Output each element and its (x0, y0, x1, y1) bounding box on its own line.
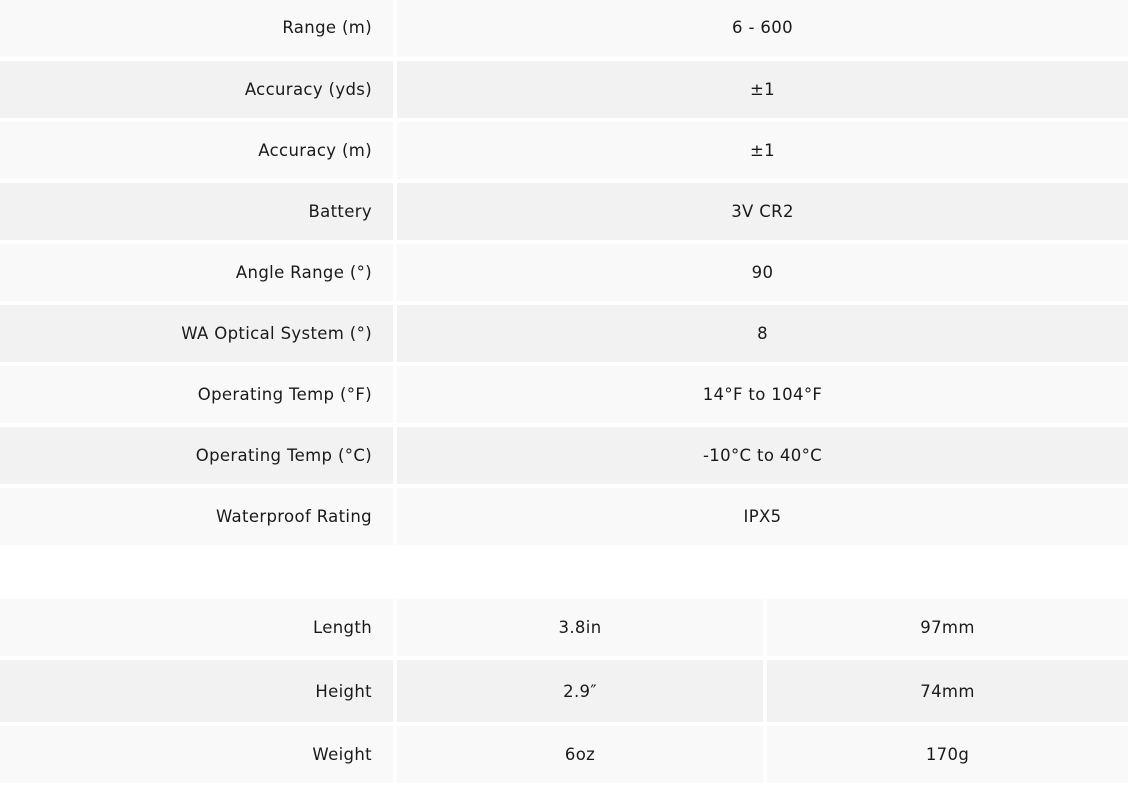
dimension-imperial-value: 3.8in (397, 599, 763, 656)
spec-row-range-m (0, 0, 1128, 57)
spec-value: 8 (397, 305, 1128, 362)
spec-label: Range (m) (0, 0, 393, 57)
dimension-row-weight (0, 726, 1128, 783)
spec-row-waterproof-rating (0, 488, 1128, 545)
spec-label: Accuracy (m) (0, 122, 393, 179)
spec-label: Operating Temp (°F) (0, 366, 393, 423)
dimension-row-height (0, 660, 1128, 722)
spec-row-wa-optical-system (0, 305, 1128, 362)
spec-value: 14°F to 104°F (397, 366, 1128, 423)
dimension-row-length (0, 599, 1128, 656)
dimension-imperial-value: 2.9″ (397, 660, 763, 722)
spec-value: 6 - 600 (397, 0, 1128, 57)
spec-label: Accuracy (yds) (0, 61, 393, 118)
dimensions-table (0, 599, 1128, 783)
spec-row-battery (0, 183, 1128, 240)
dimension-metric-value: 97mm (767, 599, 1128, 656)
spec-value: ±1 (397, 122, 1128, 179)
dimension-metric-value: 170g (767, 726, 1128, 783)
spec-value: ±1 (397, 61, 1128, 118)
dimension-label: Length (0, 599, 393, 656)
spec-row-accuracy-yds (0, 61, 1128, 118)
spec-row-angle-range (0, 244, 1128, 301)
spec-label: WA Optical System (°) (0, 305, 393, 362)
spec-value: 90 (397, 244, 1128, 301)
dimension-label: Weight (0, 726, 393, 783)
spec-row-operating-temp-c (0, 427, 1128, 484)
dimension-imperial-value: 6oz (397, 726, 763, 783)
spec-value: IPX5 (397, 488, 1128, 545)
spec-value: -10°C to 40°C (397, 427, 1128, 484)
spec-row-accuracy-m (0, 122, 1128, 179)
spec-label: Waterproof Rating (0, 488, 393, 545)
dimension-metric-value: 74mm (767, 660, 1128, 722)
spec-label: Angle Range (°) (0, 244, 393, 301)
spec-label: Operating Temp (°C) (0, 427, 393, 484)
spec-value: 3V CR2 (397, 183, 1128, 240)
spec-label: Battery (0, 183, 393, 240)
dimension-label: Height (0, 660, 393, 722)
spec-row-operating-temp-f (0, 366, 1128, 423)
